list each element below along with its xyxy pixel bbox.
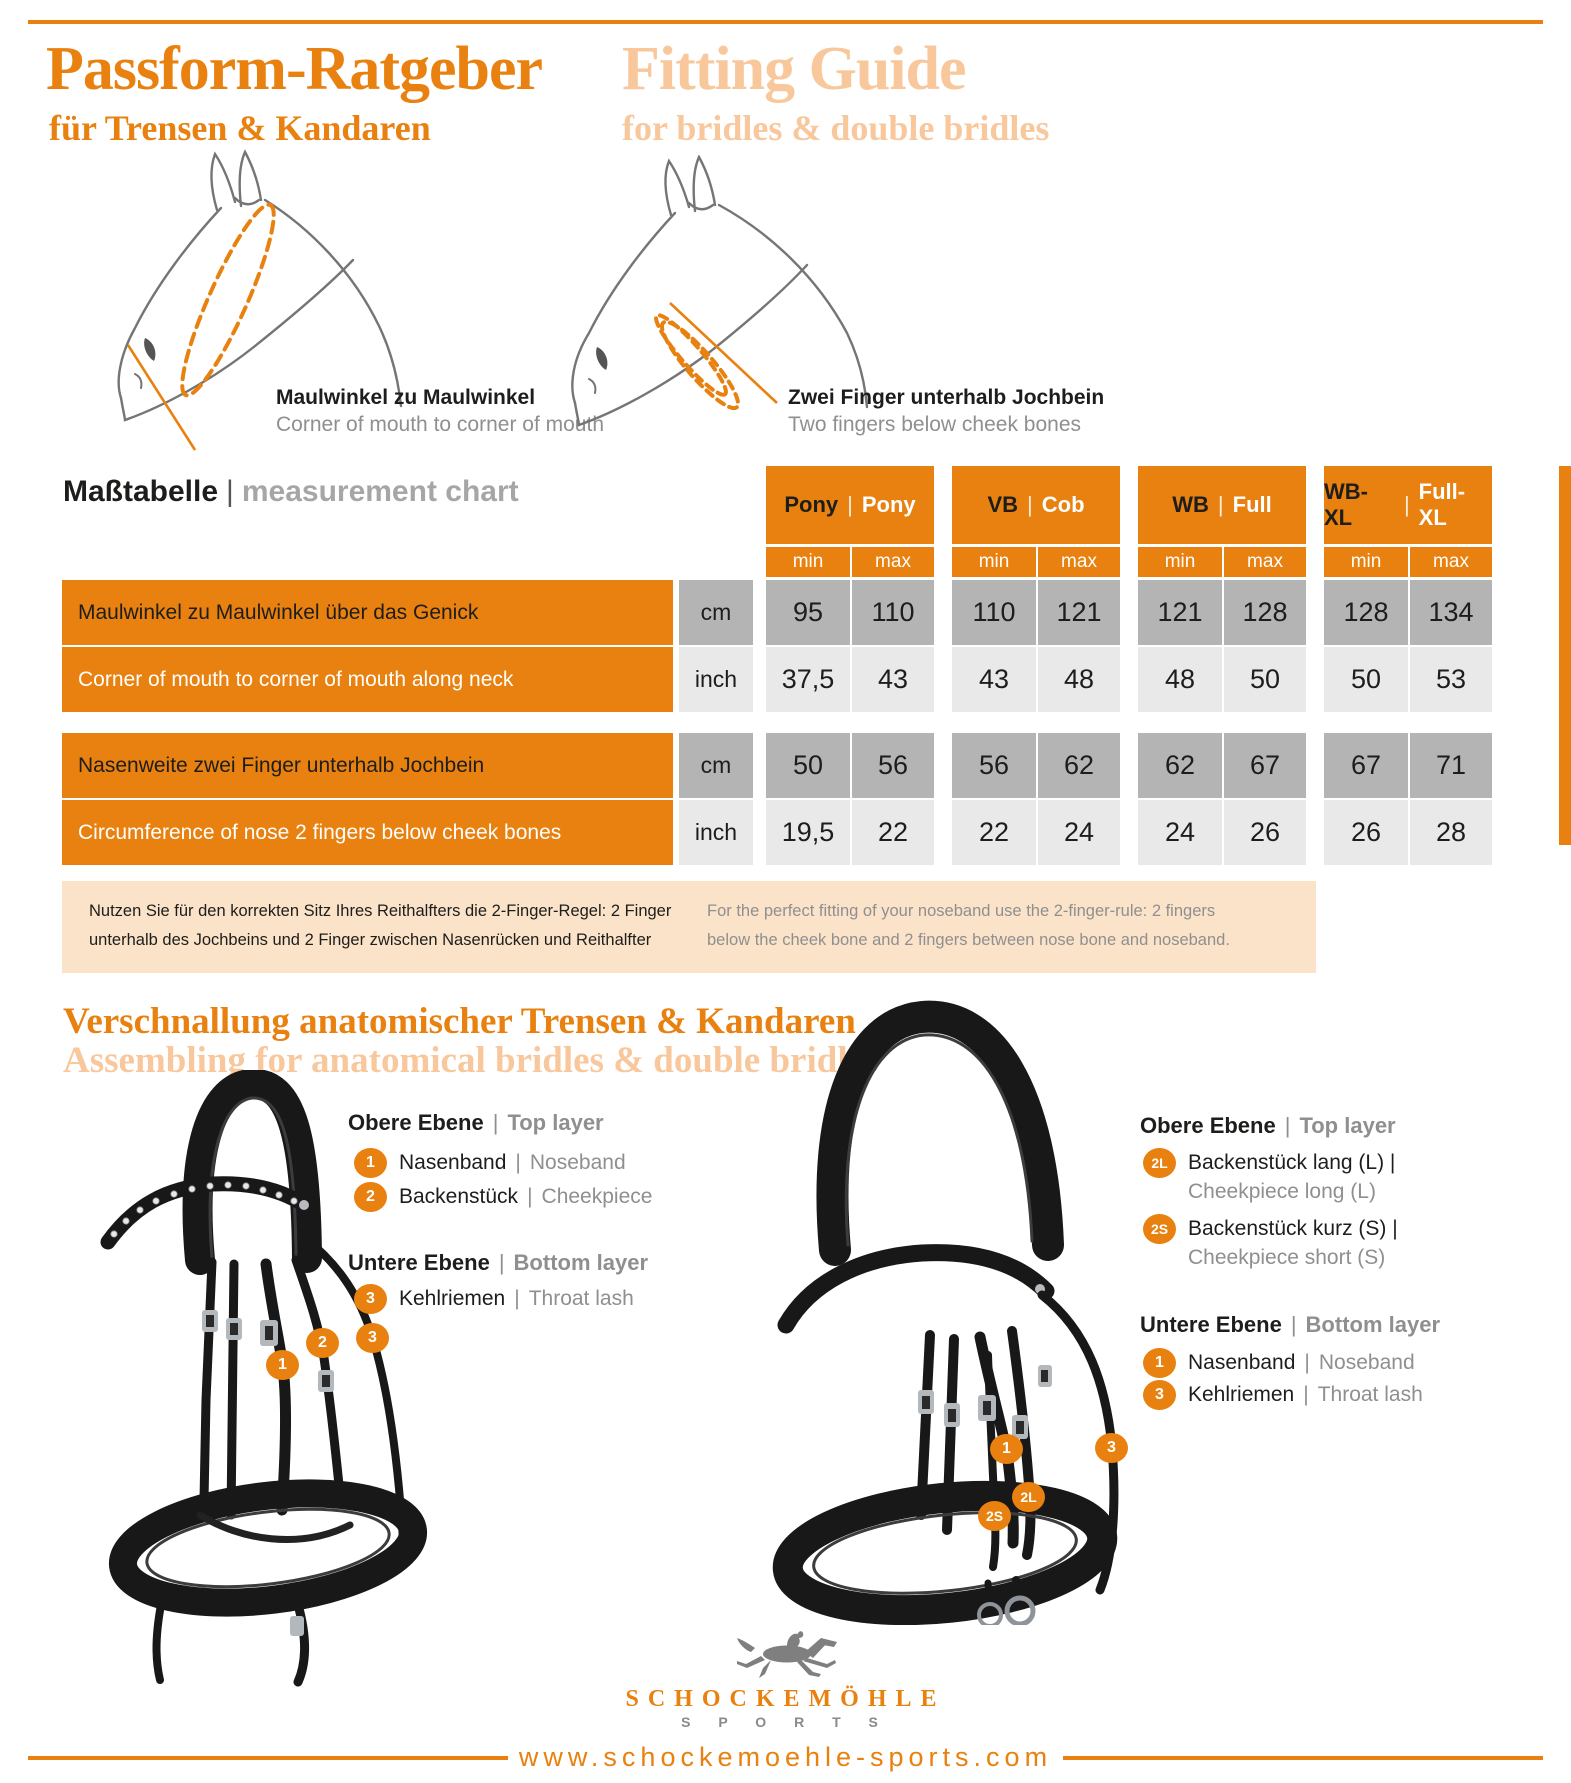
note-en-line1: For the perfect fitting of your noseband use the 2-finger-rule: 2 fingers (707, 902, 1216, 920)
legend-heading: Untere Ebene | Bottom layer (348, 1250, 649, 1275)
value-cell: 26 (1324, 800, 1408, 865)
row-label: Nasenweite zwei Finger unterhalb Jochbein (62, 733, 673, 798)
chart-title-de: Maßtabelle (63, 475, 219, 508)
legend-item: 1 Nasenband | Noseband (1143, 1348, 1415, 1378)
note-en-line2: below the cheek bone and 2 fingers between nose bone and noseband. (707, 931, 1230, 949)
row-unit: inch (679, 647, 753, 712)
value-cell: 56 (850, 733, 934, 798)
value-cell: 22 (850, 800, 934, 865)
browband (786, 1253, 1046, 1325)
value-cell: 62 (1138, 733, 1222, 798)
chart-title: Maßtabelle | measurement chart (63, 475, 519, 508)
horse-eye (144, 338, 155, 361)
marker-badge: 2 (354, 1182, 387, 1212)
row-label: Corner of mouth to corner of mouth along neck (62, 647, 673, 712)
note-de-line2: unterhalb des Jochbeins und 2 Finger zwischen Nasenrücken und Reithalfter (89, 931, 652, 949)
marker-badge: 3 (1143, 1380, 1176, 1410)
value-cell: 134 (1408, 580, 1492, 645)
galloping-horse-silhouette (737, 1631, 837, 1678)
legend-item: 2 Backenstück | Cheekpiece (354, 1182, 652, 1212)
minmax-header: min (766, 547, 850, 577)
row-unit: cm (679, 580, 753, 645)
caption-right-en: Two fingers below cheek bones (788, 413, 1082, 436)
value-cell: 43 (952, 647, 1036, 712)
minmax-header: max (1408, 547, 1492, 577)
caption-left-en: Corner of mouth to corner of mouth (276, 413, 604, 436)
minmax-header: min (1324, 547, 1408, 577)
row-unit: inch (679, 800, 753, 865)
size-header-full-xl: WB-XL | Full-XL (1324, 466, 1492, 544)
note-de-line1: Nutzen Sie für den korrekten Sitz Ihres Reithalfters die 2-Finger-Regel: 2 Finger (89, 902, 672, 920)
two-finger-rule-note (62, 881, 1316, 973)
value-cell: 110 (952, 580, 1036, 645)
value-cell: 48 (1036, 647, 1120, 712)
minmax-header: min (1138, 547, 1222, 577)
rider-silhouette (787, 1631, 803, 1648)
legend-item: 3 Kehlriemen | Throat lash (354, 1284, 634, 1314)
value-cell: 128 (1222, 580, 1306, 645)
minmax-header: max (1036, 547, 1120, 577)
brand-sub: S P O R T S (681, 1714, 890, 1730)
value-cell: 48 (1138, 647, 1222, 712)
chart-title-en: measurement chart (241, 475, 519, 508)
marker-badge: 2S (1143, 1214, 1176, 1244)
page-subtitle-en: for bridles & double bridles (622, 108, 1050, 148)
value-cell: 24 (1036, 800, 1120, 865)
marker-badge: 3 (354, 1284, 387, 1314)
top-divider (28, 20, 1543, 24)
value-cell: 24 (1138, 800, 1222, 865)
value-cell: 121 (1138, 580, 1222, 645)
row-unit: cm (679, 733, 753, 798)
crownpiece (198, 1084, 307, 1260)
legend-item: 2L Backenstück lang (L) | (1143, 1148, 1395, 1178)
legend-heading: Obere Ebene | Top layer (348, 1110, 604, 1135)
bridle-marker-cheekpiece-long: 2L (1012, 1482, 1045, 1512)
value-cell: 67 (1324, 733, 1408, 798)
marker-badge: 1 (1143, 1348, 1176, 1378)
bridle-marker-throat-lash: 3 (356, 1323, 389, 1353)
value-cell: 121 (1036, 580, 1120, 645)
value-cell: 62 (1036, 733, 1120, 798)
minmax-header: min (952, 547, 1036, 577)
legend-item-en: Cheekpiece short (S) (1188, 1246, 1386, 1269)
website-link[interactable]: www.schockemoehle-sports.com (518, 1742, 1053, 1772)
size-header-pony: Pony | Pony (766, 466, 934, 544)
value-cell: 50 (1222, 647, 1306, 712)
value-cell: 56 (952, 733, 1036, 798)
size-header-full: WB | Full (1138, 466, 1306, 544)
marker-badge: 2L (1143, 1148, 1176, 1178)
caption-right-de: Zwei Finger unterhalb Jochbein (788, 386, 1105, 409)
browband-charm (299, 1200, 309, 1210)
legend-item: 1 Nasenband | Noseband (354, 1148, 626, 1178)
value-cell: 95 (766, 580, 850, 645)
legend-item-en: Cheekpiece long (L) (1188, 1180, 1376, 1203)
brand-name: SCHOCKEMÖHLE (625, 1686, 946, 1712)
page-title-de: Passform-Ratgeber (46, 35, 543, 103)
legend-item: 2S Backenstück kurz (S) | (1143, 1214, 1398, 1244)
page-edge-accent (1559, 466, 1571, 845)
value-cell: 19,5 (766, 800, 850, 865)
size-header-cob: VB | Cob (952, 466, 1120, 544)
bridle-marker-throat-lash: 3 (1095, 1433, 1128, 1463)
value-cell: 71 (1408, 733, 1492, 798)
value-cell: 110 (850, 580, 934, 645)
caption-left-de: Maulwinkel zu Maulwinkel (276, 386, 536, 409)
value-cell: 67 (1222, 733, 1306, 798)
bridle-photo-double (690, 995, 1140, 1625)
legend-heading: Untere Ebene | Bottom layer (1140, 1312, 1441, 1337)
value-cell: 37,5 (766, 647, 850, 712)
page-title-en: Fitting Guide (622, 35, 966, 103)
value-cell: 28 (1408, 800, 1492, 865)
noseband (117, 1479, 419, 1682)
noseband (782, 1482, 1108, 1624)
bridle-marker-cheekpiece-short: 2S (978, 1501, 1011, 1531)
bridle-marker-noseband: 1 (990, 1434, 1023, 1464)
assembly-title-de: Verschnallung anatomischer Trensen & Kandaren (63, 1001, 856, 1042)
value-cell: 43 (850, 647, 934, 712)
assembly-legend-left (348, 1108, 653, 1318)
row-label: Maulwinkel zu Maulwinkel über das Genick (62, 580, 673, 645)
minmax-header: max (1222, 547, 1306, 577)
assembly-legend-right (1140, 1108, 1470, 1418)
measure-poll-dashed-loop (168, 197, 287, 402)
value-cell: 50 (766, 733, 850, 798)
legend-heading: Obere Ebene | Top layer (1140, 1113, 1396, 1138)
marker-badge: 1 (354, 1148, 387, 1178)
value-cell: 26 (1222, 800, 1306, 865)
horse-eye (596, 347, 607, 370)
horse-outline (119, 152, 401, 420)
measurement-table (62, 466, 1492, 865)
value-cell: 53 (1408, 647, 1492, 712)
legend-item: 3 Kehlriemen | Throat lash (1143, 1380, 1423, 1410)
row-label: Circumference of nose 2 fingers below cheek bones (62, 800, 673, 865)
assembly-title-en: Assembling for anatomical bridles & double bridles (63, 1040, 879, 1081)
minmax-header: max (850, 547, 934, 577)
caption-right (788, 384, 1104, 438)
bridle-marker-cheekpiece: 2 (306, 1328, 339, 1358)
horse-rider-logo (735, 1630, 845, 1682)
page-subtitle-de: für Trensen & Kandaren (49, 108, 431, 148)
value-cell: 128 (1324, 580, 1408, 645)
value-cell: 22 (952, 800, 1036, 865)
value-cell: 50 (1324, 647, 1408, 712)
bridle-marker-noseband: 1 (266, 1350, 299, 1380)
crownpiece (832, 1017, 1048, 1250)
